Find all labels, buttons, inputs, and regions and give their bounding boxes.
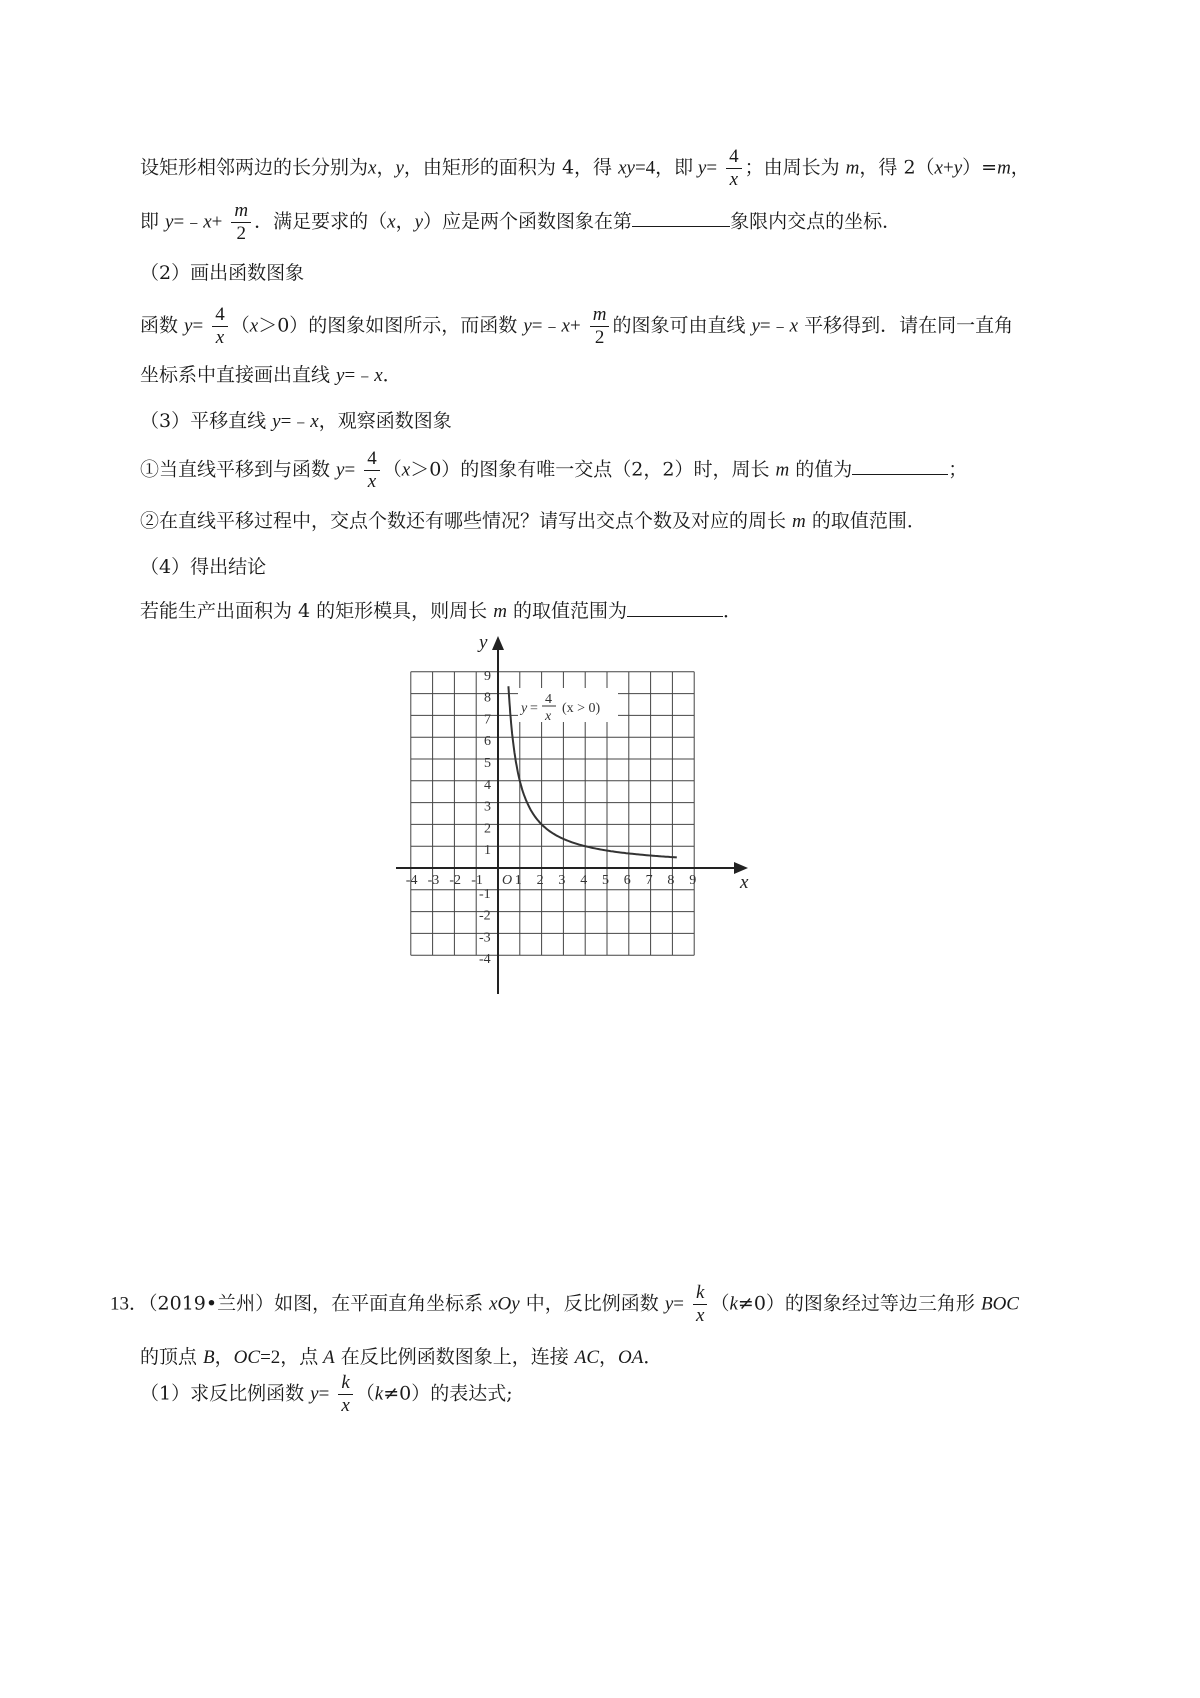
curve-label-den: x bbox=[545, 709, 552, 724]
x-tick-label: 1 bbox=[514, 873, 522, 888]
section-4-heading: （4）得出结论 bbox=[140, 556, 267, 578]
question-13-part-1: （1）求反比例函数 y= $\frac{k}{x}$ （k≠0）的表达式; bbox=[140, 1372, 513, 1416]
y-tick-label: 4 bbox=[484, 777, 491, 793]
fraction-4-over-x: $\frac{4}{x}$ bbox=[212, 304, 228, 349]
x-tick-label: 9 bbox=[689, 873, 697, 888]
y-tick-label: -3 bbox=[479, 930, 491, 946]
y-tick-label: -4 bbox=[479, 952, 491, 968]
curve-label bbox=[518, 688, 618, 724]
axes bbox=[396, 632, 749, 994]
x-tick-label: 3 bbox=[558, 873, 566, 888]
curve-label-y: y bbox=[521, 701, 528, 716]
x-tick-label: 4 bbox=[580, 873, 588, 888]
x-tick-label: 2 bbox=[536, 873, 544, 888]
x-tick-label: 5 bbox=[602, 873, 609, 888]
question-13-line-1: 13．（2019•兰州）如图，在平面直角坐标系 xOy 中，反比例函数 y= $\frac{k}{x}$ （k≠0）的图象经过等边三角形 BOC bbox=[110, 1282, 1019, 1326]
y-tick-label: 1 bbox=[484, 843, 491, 859]
question-conclusion: 若能生产出面积为 4 的矩形模具，则周长 m 的取值范围为 ． bbox=[140, 600, 743, 622]
y-tick-label: 5 bbox=[484, 756, 491, 771]
question-intersection-cases: ②在直线平移过程中，交点个数还有哪些情况？请写出交点个数及对应的周长 m 的取值范围． bbox=[140, 510, 926, 532]
fraction-4-over-x: $\frac{4}{x}$ bbox=[726, 146, 742, 191]
x-tick-label: 6 bbox=[623, 873, 631, 888]
y-tick-label: -2 bbox=[479, 908, 491, 924]
origin-label: O bbox=[502, 873, 513, 888]
y-axis-label: y bbox=[479, 632, 488, 653]
question-number: 13． bbox=[110, 1293, 149, 1315]
fraction-m-over-2: $\frac{m}{2}$ bbox=[590, 304, 610, 349]
y-tick-label: 2 bbox=[484, 821, 491, 837]
paragraph-graph-description: 函数 y= $\frac{4}{x}$ （x＞0）的图象如图所示，而函数 y=﹣x+ $\frac{m}{2}$ 的图象可由直线 y=﹣x 平移得到．请在同一直角 bbox=[140, 304, 1014, 348]
paragraph-draw-line: 坐标系中直接画出直线 y=﹣x． bbox=[140, 364, 402, 386]
y-tick-label: 9 bbox=[484, 668, 491, 684]
x-axis-label: x bbox=[740, 872, 749, 893]
x-tick-label: -4 bbox=[405, 873, 418, 888]
fraction-4-over-x: $\frac{4}{x}$ bbox=[364, 448, 380, 493]
x-tick-label: -2 bbox=[449, 873, 462, 888]
y-tick-label: 7 bbox=[484, 712, 491, 728]
section-2-heading: （2）画出函数图象 bbox=[140, 262, 305, 284]
paragraph-area-perimeter-setup: 设矩形相邻两边的长分别为x，y，由矩形的面积为 4，得 xy=4，即 y= $\frac{4}{x}$ ；由周长为 m，得 2（x+y）=m， bbox=[140, 146, 1030, 190]
fraction-m-over-2: $\frac{m}{2}$ bbox=[231, 200, 251, 245]
x-tick-label: -3 bbox=[427, 873, 440, 888]
section-3-heading: （3）平移直线 y=﹣x，观察函数图象 bbox=[140, 410, 452, 432]
fraction-k-over-x: $\frac{k}{x}$ bbox=[338, 1372, 352, 1417]
curve-label-cond: (x > 0) bbox=[562, 701, 601, 716]
question-unique-intersection: ①当直线平移到与函数 y= $\frac{4}{x}$ （x＞0）的图象有唯一交点（2，2）时，周长 m 的值为 ； bbox=[140, 448, 968, 492]
y-tick-label: -1 bbox=[479, 886, 491, 902]
fraction-k-over-x: $\frac{k}{x}$ bbox=[693, 1282, 707, 1327]
curve-label-num: 4 bbox=[545, 692, 552, 707]
y-axis-arrow bbox=[492, 636, 504, 650]
x-tick-label: 8 bbox=[667, 873, 675, 888]
x-tick-label: -1 bbox=[471, 873, 483, 888]
x-tick-label: 7 bbox=[645, 873, 653, 888]
y-tick-label: 8 bbox=[484, 690, 491, 706]
y-tick-label: 3 bbox=[484, 799, 491, 815]
question-13-line-2: 的顶点 B，OC=2，点 A 在反比例函数图象上，连接 AC，OA． bbox=[140, 1346, 663, 1368]
curve-label-eq: = bbox=[530, 701, 538, 716]
y-tick-label: 6 bbox=[484, 734, 491, 750]
paragraph-line-equation: 即 y=﹣x+ $\frac{m}{2}$ ．满足要求的（x，y）应是两个函数图象在第 象限内交点的坐标． bbox=[140, 200, 902, 244]
